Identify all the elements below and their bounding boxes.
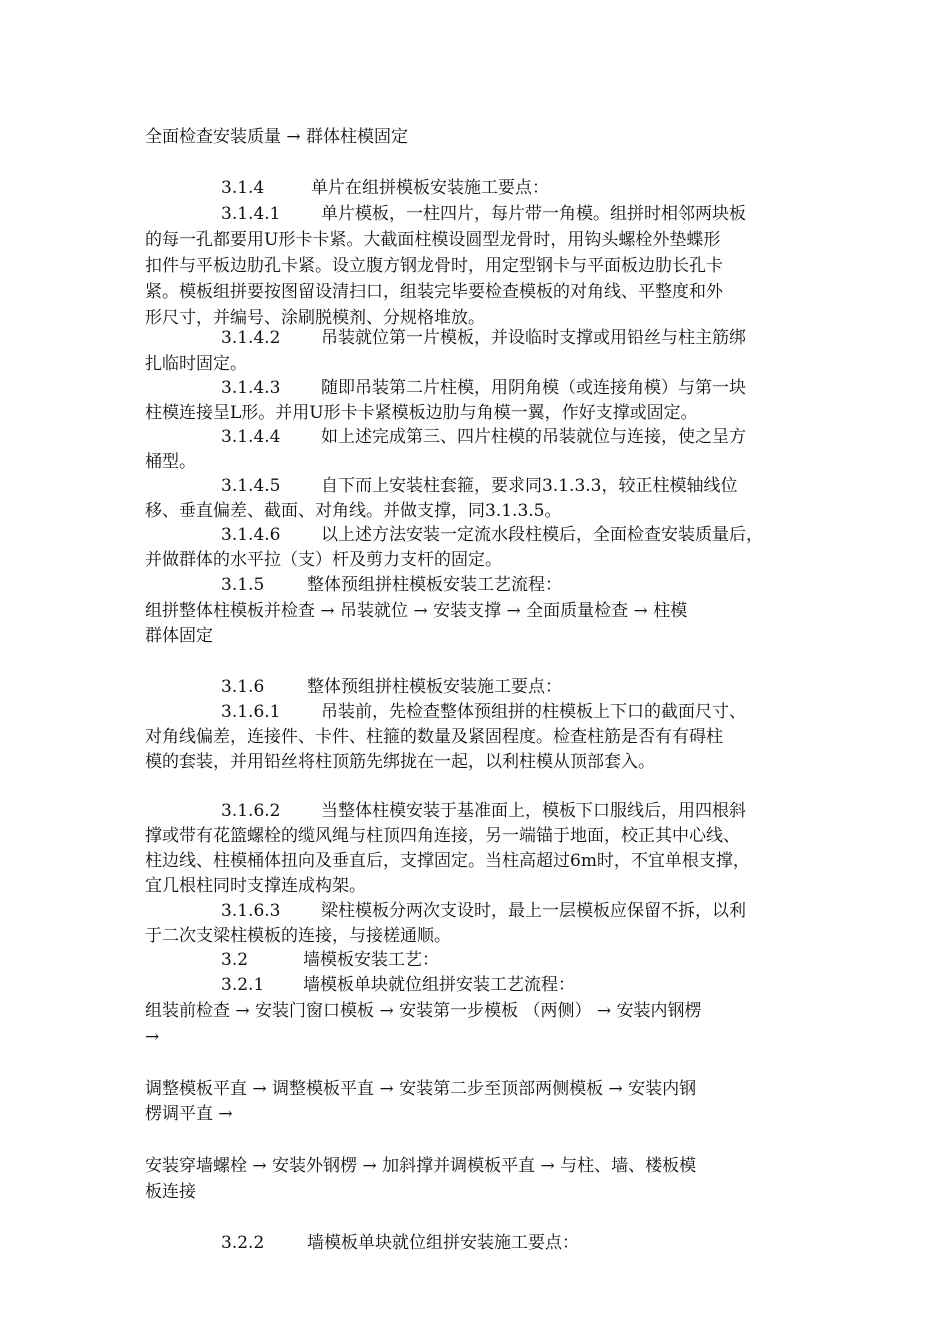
heading-3-2-2 <box>221 1231 579 1255</box>
paragraph-line: 于二次支梁柱模板的连接，与接槎通顺。 <box>145 926 451 946</box>
paragraph-text: 随即吊装第二片柱模，用阴角模（或连接角模）与第一块 <box>321 378 746 398</box>
flow-line: → <box>145 1027 160 1047</box>
paragraph-text: 如上述完成第三、四片柱模的吊装就位与连接，使之呈方 <box>321 427 746 447</box>
section-number: 3.2 <box>221 950 249 970</box>
paragraph-text: 吊装就位第一片模板，并设临时支撑或用铅丝与柱主筋绑 <box>321 328 746 348</box>
paragraph-line: 扎临时固定。 <box>145 354 247 374</box>
section-number: 3.1.5 <box>221 575 265 595</box>
heading-text: 墙模板单块就位组拼安装施工要点： <box>307 1233 579 1253</box>
heading-text: 墙模板安装工艺： <box>303 950 439 970</box>
section-number: 3.1.4.2 <box>221 328 281 348</box>
flow-line: 群体固定 <box>145 626 213 646</box>
paragraph-3-1-6-1 <box>221 700 746 724</box>
paragraph-line: 紧。模板组拼要按图留设清扫口，组装完毕要检查模板的对角线、平整度和外 <box>145 282 723 302</box>
paragraph-3-1-4-1 <box>221 202 746 226</box>
paragraph-line: 柱模连接呈L形。并用U形卡卡紧模板边肋与角模一翼，作好支撑或固定。 <box>145 403 698 423</box>
flow-line: 板连接 <box>145 1182 196 1202</box>
paragraph-text: 吊装前，先检查整体预组拼的柱模板上下口的截面尺寸、 <box>321 702 746 722</box>
section-number: 3.1.4 <box>221 178 265 198</box>
section-number: 3.1.6.2 <box>221 801 281 821</box>
flow-line: 楞调平直 → <box>145 1104 233 1124</box>
flow-line: 组拼整体柱模板并检查 → 吊装就位 → 安装支撑 → 全面质量检查 → 柱模 <box>145 601 688 621</box>
flow-line: 组装前检查 → 安装门窗口模板 → 安装第一步模板 （两侧） → 安装内钢楞 <box>145 1001 702 1021</box>
section-number: 3.2.2 <box>221 1233 265 1253</box>
section-number: 3.1.4.6 <box>221 525 281 545</box>
section-number: 3.1.4.1 <box>221 204 281 224</box>
heading-text: 整体预组拼柱模板安装工艺流程： <box>307 575 562 595</box>
paragraph-line: 的每一孔都要用U形卡卡紧。大截面柱模设圆型龙骨时，用钩头螺栓外垫蝶形 <box>145 230 721 250</box>
paragraph-line: 移、垂直偏差、截面、对角线。并做支撑，同3.1.3.5。 <box>145 501 562 521</box>
section-number: 3.1.4.3 <box>221 378 281 398</box>
paragraph-3-1-6-2 <box>221 799 746 823</box>
heading-text: 墙模板单块就位组拼安装工艺流程： <box>303 975 575 995</box>
section-number: 3.1.4.4 <box>221 427 281 447</box>
paragraph-line: 宜几根柱同时支撑连成构架。 <box>145 876 366 896</box>
section-number: 3.1.6.1 <box>221 702 281 722</box>
paragraph-3-1-4-2 <box>221 326 746 350</box>
paragraph-line: 撑或带有花篮螺栓的缆风绳与柱顶四角连接，另一端锚于地面，校正其中心线、 <box>145 826 740 846</box>
paragraph-text: 梁柱模板分两次支设时，最上一层模板应保留不拆，以利 <box>321 901 746 921</box>
paragraph-line: 柱边线、柱模桶体扭向及垂直后，支撑固定。当柱高超过6m时，不宜单根支撑， <box>145 851 750 871</box>
heading-3-1-4 <box>221 176 549 200</box>
paragraph-line: 并做群体的水平拉（支）杆及剪力支杆的固定。 <box>145 550 502 570</box>
paragraph-line: 对角线偏差，连接件、卡件、柱箍的数量及紧固程度。检查柱筋是否有有碍柱 <box>145 727 723 747</box>
paragraph-3-1-4-3 <box>221 376 746 400</box>
paragraph-3-1-6-3 <box>221 899 746 923</box>
flow-line: 全面检查安装质量 → 群体柱模固定 <box>145 127 409 147</box>
section-number: 3.1.6 <box>221 677 265 697</box>
heading-3-2 <box>221 948 439 972</box>
paragraph-text: 自下而上安装柱套箍，要求同3.1.3.3，较正柱模轴线位 <box>321 476 738 496</box>
heading-3-1-6 <box>221 675 562 699</box>
paragraph-text: 以上述方法安装一定流水段柱模后，全面检查安装质量后， <box>321 525 763 545</box>
heading-3-1-5 <box>221 573 562 597</box>
heading-text: 单片在组拼模板安装施工要点： <box>311 178 549 198</box>
flow-line: 安装穿墙螺栓 → 安装外钢楞 → 加斜撑并调模板平直 → 与柱、墙、楼板模 <box>145 1156 697 1176</box>
paragraph-3-1-4-4 <box>221 425 746 449</box>
paragraph-line: 模的套装，并用铅丝将柱顶筋先绑拢在一起，以利柱模从顶部套入。 <box>145 752 655 772</box>
section-number: 3.2.1 <box>221 975 265 995</box>
paragraph-line: 扣件与平板边肋孔卡紧。设立腹方钢龙骨时，用定型钢卡与平面板边肋长孔卡 <box>145 256 723 276</box>
paragraph-line: 桶型。 <box>145 452 196 472</box>
flow-line: 调整模板平直 → 调整模板平直 → 安装第二步至顶部两侧模板 → 安装内钢 <box>145 1079 697 1099</box>
section-number: 3.1.4.5 <box>221 476 281 496</box>
paragraph-text: 单片模板，一柱四片，每片带一角模。组拼时相邻两块板 <box>321 204 746 224</box>
section-number: 3.1.6.3 <box>221 901 281 921</box>
paragraph-text: 当整体柱模安装于基准面上，模板下口服线后，用四根斜 <box>321 801 746 821</box>
paragraph-line: 形尺寸，并编号、涂刷脱模剂、分规格堆放。 <box>145 308 485 328</box>
heading-3-2-1 <box>221 973 575 997</box>
paragraph-3-1-4-6 <box>221 523 763 547</box>
heading-text: 整体预组拼柱模板安装施工要点： <box>307 677 562 697</box>
paragraph-3-1-4-5 <box>221 474 737 498</box>
